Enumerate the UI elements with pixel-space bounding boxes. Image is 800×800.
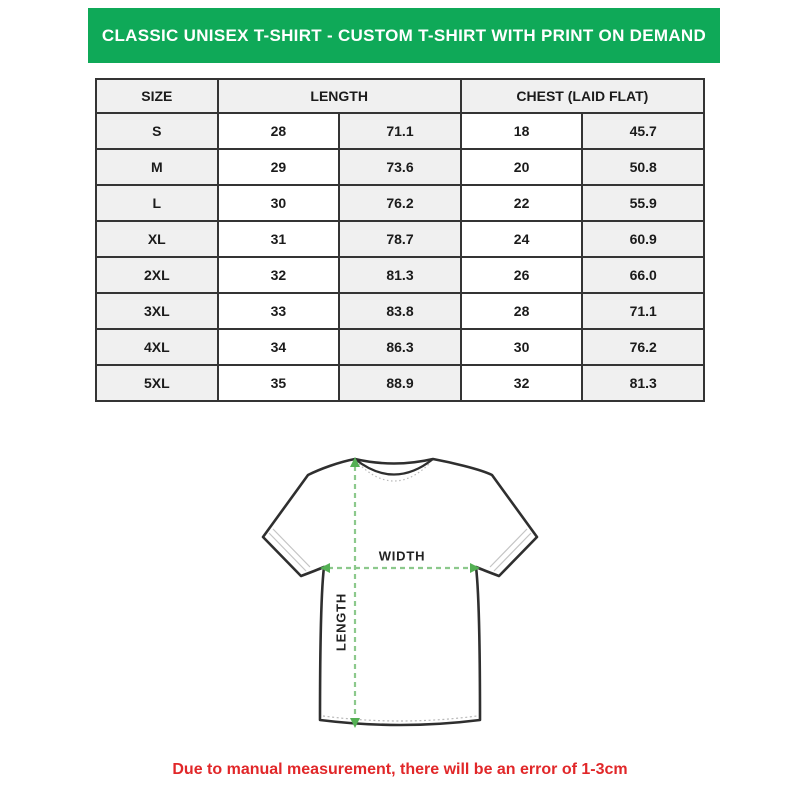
- length-in-cell: 29: [218, 149, 340, 185]
- measurement-note: Due to manual measurement, there will be an error of 1-3cm: [172, 761, 628, 778]
- chest-in-cell: 32: [461, 365, 583, 401]
- chest-cm-cell: 66.0: [582, 257, 704, 293]
- col-header-length: LENGTH: [218, 79, 461, 113]
- length-in-cell: 35: [218, 365, 340, 401]
- size-cell: 5XL: [96, 365, 218, 401]
- table-row: [96, 221, 704, 257]
- length-in-cell: 30: [218, 185, 340, 221]
- size-cell: 3XL: [96, 293, 218, 329]
- length-cm-cell: 76.2: [339, 185, 461, 221]
- tshirt-diagram: [230, 430, 570, 760]
- length-cm-cell: 86.3: [339, 329, 461, 365]
- length-cm-cell: 78.7: [339, 221, 461, 257]
- chest-cm-cell: 60.9: [582, 221, 704, 257]
- length-cm-cell: 88.9: [339, 365, 461, 401]
- size-cell: 4XL: [96, 329, 218, 365]
- size-cell: M: [96, 149, 218, 185]
- chest-cm-cell: 55.9: [582, 185, 704, 221]
- chest-in-cell: 20: [461, 149, 583, 185]
- title-banner: [88, 8, 720, 63]
- col-header-size: SIZE: [96, 79, 218, 113]
- chest-cm-cell: 71.1: [582, 293, 704, 329]
- length-in-cell: 33: [218, 293, 340, 329]
- length-in-cell: 28: [218, 113, 340, 149]
- chest-cm-cell: 81.3: [582, 365, 704, 401]
- table-row: [96, 293, 704, 329]
- table-row: [96, 257, 704, 293]
- size-chart-table: [95, 78, 705, 402]
- tshirt-outline-icon: [263, 459, 537, 725]
- size-cell: L: [96, 185, 218, 221]
- col-header-chest: CHEST (LAID FLAT): [461, 79, 704, 113]
- length-cm-cell: 83.8: [339, 293, 461, 329]
- page-title: CLASSIC UNISEX T-SHIRT - CUSTOM T-SHIRT WITH PRINT ON DEMAND: [101, 25, 707, 45]
- chest-in-cell: 18: [461, 113, 583, 149]
- chest-cm-cell: 50.8: [582, 149, 704, 185]
- chest-in-cell: 30: [461, 329, 583, 365]
- size-cell: 2XL: [96, 257, 218, 293]
- width-dimension-label: WIDTH: [378, 548, 426, 564]
- chest-cm-cell: 76.2: [582, 329, 704, 365]
- chest-in-cell: 24: [461, 221, 583, 257]
- chest-cm-cell: 45.7: [582, 113, 704, 149]
- table-row: [96, 329, 704, 365]
- chest-in-cell: 26: [461, 257, 583, 293]
- chest-in-cell: 22: [461, 185, 583, 221]
- length-in-cell: 34: [218, 329, 340, 365]
- chest-in-cell: 28: [461, 293, 583, 329]
- length-in-cell: 32: [218, 257, 340, 293]
- size-cell: XL: [96, 221, 218, 257]
- table-row: [96, 113, 704, 149]
- length-dimension-label: LENGTH: [333, 592, 349, 652]
- table-header-row: [96, 79, 704, 113]
- length-cm-cell: 71.1: [339, 113, 461, 149]
- size-cell: S: [96, 113, 218, 149]
- table-row: [96, 365, 704, 401]
- table-row: [96, 149, 704, 185]
- length-cm-cell: 73.6: [339, 149, 461, 185]
- table-row: [96, 185, 704, 221]
- length-in-cell: 31: [218, 221, 340, 257]
- length-cm-cell: 81.3: [339, 257, 461, 293]
